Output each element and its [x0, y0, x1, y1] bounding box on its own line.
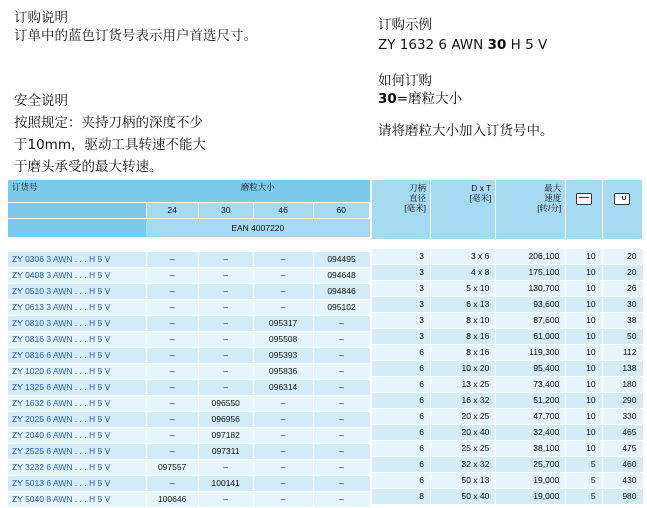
- grit-60-cell: 094495: [313, 252, 369, 268]
- grit-60-cell: –: [313, 332, 369, 348]
- table-row: [8, 428, 370, 444]
- pack-qty-cell: 10: [566, 265, 602, 281]
- grit-24-cell: –: [146, 444, 198, 460]
- grit-30-cell: 097311: [198, 444, 253, 460]
- grit-30-cell: 100141: [198, 476, 253, 492]
- order-number-cell: ZY 1632 6 AWN . . . H 5 V: [8, 396, 146, 412]
- grit-24-cell: –: [146, 300, 198, 316]
- max-speed-cell: 93,600: [496, 297, 566, 313]
- shank-diameter-cell: 6: [372, 457, 431, 473]
- grit-46-cell: –: [253, 460, 313, 476]
- grit-60-cell: –: [313, 316, 369, 332]
- grit-24-cell: 097557: [146, 460, 198, 476]
- max-speed-cell: 19,000: [496, 489, 566, 505]
- grit-30-cell: 096956: [198, 412, 253, 428]
- shank-diameter-cell: 6: [372, 409, 431, 425]
- pack-qty-cell: 10: [566, 377, 602, 393]
- table-row: [372, 249, 643, 265]
- order-note: [14, 9, 257, 45]
- grit-46-cell: 095393: [253, 348, 313, 364]
- pack-qty-cell: 10: [566, 297, 602, 313]
- pack-weight-cell: 20: [602, 249, 642, 265]
- order-number-cell: ZY 0306 3 AWN . . . H 5 V: [8, 252, 146, 268]
- grit-60-cell: –: [313, 492, 369, 508]
- grit-46-cell: 095508: [253, 332, 313, 348]
- table-row: [372, 313, 643, 329]
- grit-24-cell: –: [146, 396, 198, 412]
- grit-60-cell: –: [313, 444, 369, 460]
- shank-diameter-cell: 6: [372, 441, 431, 457]
- order-number-cell: ZY 0510 3 AWN . . . H 5 V: [8, 284, 146, 300]
- order-number-cell: ZY 5013 6 AWN . . . H 5 V: [8, 476, 146, 492]
- grit-46-cell: –: [253, 268, 313, 284]
- dimension-cell: 50 x 13: [431, 473, 496, 489]
- shank-diameter-cell: 6: [372, 345, 431, 361]
- max-speed-cell: 47,700: [496, 409, 566, 425]
- pack-weight-cell: 50: [602, 329, 642, 345]
- shank-diameter-cell: 6: [372, 393, 431, 409]
- grit-30-cell: –: [198, 300, 253, 316]
- pack-weight-cell: 26: [602, 281, 642, 297]
- dimension-cell: 8 x 16: [431, 329, 496, 345]
- order-note-title: 订购说明: [14, 10, 68, 26]
- how-to-order: [378, 72, 554, 140]
- order-number-cell: ZY 1020 6 AWN . . . H 5 V: [8, 364, 146, 380]
- max-speed-cell: 19,000: [496, 473, 566, 489]
- pack-qty-cell: 10: [566, 409, 602, 425]
- pack-qty-cell: 10: [566, 425, 602, 441]
- pack-weight-cell: 980: [602, 489, 642, 505]
- shank-diameter-cell: 3: [372, 297, 431, 313]
- grit-30-cell: –: [198, 332, 253, 348]
- grit-60-cell: 095102: [313, 300, 369, 316]
- pack-weight-cell: 430: [602, 473, 642, 489]
- safety-note-title: 安全说明: [14, 93, 68, 109]
- dimension-cell: 32 x 32: [431, 457, 496, 473]
- ean-header: EAN 4007220: [146, 219, 369, 238]
- max-speed-cell: 95,400: [496, 361, 566, 377]
- max-speed-cell: 73,400: [496, 377, 566, 393]
- grit-30-cell: –: [198, 348, 253, 364]
- pack-weight-cell: 138: [602, 361, 642, 377]
- grit-30-cell: –: [198, 460, 253, 476]
- dimension-cell: 13 x 25: [431, 377, 496, 393]
- max-speed-cell: 87,600: [496, 313, 566, 329]
- grit-60-cell: –: [313, 348, 369, 364]
- grit-30-cell: 097182: [198, 428, 253, 444]
- pack-qty-cell: 10: [566, 249, 602, 265]
- table-row: [372, 329, 643, 345]
- package-weight-icon: [614, 193, 630, 205]
- order-number-cell: ZY 0408 3 AWN . . . H 5 V: [8, 268, 146, 284]
- col-grit-header: 磨粒大小: [146, 180, 369, 203]
- table-row: [8, 396, 370, 412]
- table-row: [8, 284, 370, 300]
- shank-diameter-cell: 6: [372, 473, 431, 489]
- dimension-cell: 6 x 13: [431, 297, 496, 313]
- table-row: [8, 460, 370, 476]
- max-speed-cell: 25,700: [496, 457, 566, 473]
- dimension-cell: 10 x 20: [431, 361, 496, 377]
- grit-46-cell: –: [253, 252, 313, 268]
- pack-qty-cell: 5: [566, 473, 602, 489]
- grit-24-cell: –: [146, 364, 198, 380]
- grit-46-cell: –: [253, 412, 313, 428]
- table-row: [8, 476, 370, 492]
- order-example-grit: 30: [487, 37, 507, 53]
- pack-weight-cell: 30: [602, 297, 642, 313]
- grit-60-cell: –: [313, 396, 369, 412]
- grit-24-cell: –: [146, 380, 198, 396]
- max-speed-cell: 175,100: [496, 265, 566, 281]
- pack-qty-cell: 10: [566, 441, 602, 457]
- shank-diameter-cell: 6: [372, 361, 431, 377]
- grit-60-cell: –: [313, 476, 369, 492]
- order-example-code: ZY 1632 6 AWN 30 H 5 V: [378, 37, 548, 53]
- dimension-cell: 20 x 40: [431, 425, 496, 441]
- max-speed-cell: 32,400: [496, 425, 566, 441]
- table-row: [372, 473, 643, 489]
- grit-30-cell: –: [198, 268, 253, 284]
- grit-46-cell: 095836: [253, 364, 313, 380]
- table-row: [372, 489, 643, 505]
- pack-qty-cell: 10: [566, 345, 602, 361]
- shank-diameter-cell: 3: [372, 281, 431, 297]
- shank-diameter-cell: 3: [372, 265, 431, 281]
- dimension-cell: 16 x 32: [431, 393, 496, 409]
- order-example-title: 订购示例: [378, 17, 432, 33]
- order-number-cell: ZY 0613 3 AWN . . . H 5 V: [8, 300, 146, 316]
- grit-60-cell: –: [313, 460, 369, 476]
- grit-24-cell: 100646: [146, 492, 198, 508]
- safety-note-line: 按照规定：夹持刀柄的深度不少: [14, 115, 203, 131]
- grit-24-cell: –: [146, 332, 198, 348]
- shank-diameter-cell: 3: [372, 329, 431, 345]
- grit-46-cell: –: [253, 492, 313, 508]
- grit-30-cell: 096550: [198, 396, 253, 412]
- table-row: [372, 441, 643, 457]
- table-row: [372, 297, 643, 313]
- grit-60-cell: –: [313, 412, 369, 428]
- safety-note-line: 于10mm，驱动工具转速不能大: [14, 137, 206, 153]
- table-row: [8, 316, 370, 332]
- pack-qty-cell: 10: [566, 393, 602, 409]
- order-number-cell: ZY 0816 3 AWN . . . H 5 V: [8, 332, 146, 348]
- order-number-cell: ZY 2525 6 AWN . . . H 5 V: [8, 444, 146, 460]
- max-speed-cell: 38,100: [496, 441, 566, 457]
- max-speed-cell: 119,300: [496, 345, 566, 361]
- col-speed-header: 最大 速度 [转/分]: [496, 180, 566, 240]
- pack-weight-cell: 465: [602, 425, 642, 441]
- grit-24-cell: –: [146, 412, 198, 428]
- pack-weight-cell: 112: [602, 345, 642, 361]
- grit-24-cell: –: [146, 284, 198, 300]
- grit-24-cell: –: [146, 428, 198, 444]
- table-row: [372, 281, 643, 297]
- table-row: [8, 412, 370, 428]
- grit-46-cell: –: [253, 300, 313, 316]
- grit-24-cell: –: [146, 252, 198, 268]
- grit-60-cell: 094846: [313, 284, 369, 300]
- dimension-cell: 8 x 16: [431, 345, 496, 361]
- order-note-text: 订单中的蓝色订货号表示用户首选尺寸。: [14, 28, 257, 44]
- safety-note-line: 于磨头承受的最大转速。: [14, 159, 163, 175]
- order-number-cell: ZY 0810 3 AWN . . . H 5 V: [8, 316, 146, 332]
- pack-qty-cell: 10: [566, 361, 602, 377]
- grit-60-cell: 094648: [313, 268, 369, 284]
- pack-qty-cell: 10: [566, 281, 602, 297]
- how-to-order-instruction: 请将磨粒大小加入订货号中。: [378, 123, 554, 139]
- pack-qty-cell: 10: [566, 313, 602, 329]
- grit-46-cell: –: [253, 476, 313, 492]
- how-to-order-desc: 30=磨粒大小: [378, 91, 463, 107]
- order-number-table: [8, 180, 370, 508]
- col-shank-header: 刀柄 直径 [毫米]: [372, 180, 431, 240]
- table-row: [372, 265, 643, 281]
- safety-note: [14, 90, 206, 178]
- dimension-cell: 50 x 40: [431, 489, 496, 505]
- shank-diameter-cell: 8: [372, 489, 431, 505]
- grit-60-cell: –: [313, 428, 369, 444]
- grit-46-header: 46: [253, 203, 313, 219]
- grit-24-cell: –: [146, 268, 198, 284]
- pack-weight-cell: 20: [602, 265, 642, 281]
- dimension-cell: 3 x 6: [431, 249, 496, 265]
- grit-46-cell: –: [253, 428, 313, 444]
- max-speed-cell: 61,000: [496, 329, 566, 345]
- order-number-cell: ZY 3232 6 AWN . . . H 5 V: [8, 460, 146, 476]
- pack-weight-cell: 180: [602, 377, 642, 393]
- grit-46-cell: 096314: [253, 380, 313, 396]
- grit-46-cell: –: [253, 444, 313, 460]
- shank-diameter-cell: 3: [372, 313, 431, 329]
- grit-46-cell: –: [253, 396, 313, 412]
- grit-30-cell: –: [198, 492, 253, 508]
- shank-diameter-cell: 6: [372, 377, 431, 393]
- grit-60-header: 60: [313, 203, 369, 219]
- table-row: [8, 444, 370, 460]
- grit-30-cell: –: [198, 364, 253, 380]
- col-pack-weight-header: [602, 180, 642, 240]
- grit-24-cell: –: [146, 476, 198, 492]
- table-row: [372, 457, 643, 473]
- table-row: [372, 393, 643, 409]
- table-row: [8, 492, 370, 508]
- table-row: [372, 361, 643, 377]
- table-row: [372, 409, 643, 425]
- table-row: [372, 425, 643, 441]
- table-row: [8, 252, 370, 268]
- order-number-cell: ZY 2025 6 AWN . . . H 5 V: [8, 412, 146, 428]
- pack-weight-cell: 460: [602, 457, 642, 473]
- table-row: [8, 364, 370, 380]
- table-row: [8, 348, 370, 364]
- pack-qty-cell: 5: [566, 489, 602, 505]
- order-number-cell: ZY 5040 8 AWN . . . H 5 V: [8, 492, 146, 508]
- col-dxt-header: D x T [毫米]: [431, 180, 496, 240]
- order-example: [378, 16, 547, 54]
- pack-weight-cell: 290: [602, 393, 642, 409]
- col-pack-header: [566, 180, 602, 240]
- grit-46-cell: 095317: [253, 316, 313, 332]
- max-speed-cell: 51,200: [496, 393, 566, 409]
- dimension-cell: 4 x 8: [431, 265, 496, 281]
- grit-46-cell: –: [253, 284, 313, 300]
- grit-30-cell: –: [198, 284, 253, 300]
- grit-30-cell: –: [198, 316, 253, 332]
- grit-30-cell: –: [198, 380, 253, 396]
- shank-diameter-cell: 3: [372, 249, 431, 265]
- spec-table: [371, 180, 643, 505]
- table-row: [372, 377, 643, 393]
- package-icon: [576, 193, 592, 205]
- order-number-cell: ZY 1325 6 AWN . . . H 5 V: [8, 380, 146, 396]
- table-row: [8, 268, 370, 284]
- table-row: [8, 332, 370, 348]
- grit-30-cell: –: [198, 252, 253, 268]
- dimension-cell: 20 x 25: [431, 409, 496, 425]
- order-number-cell: ZY 2040 6 AWN . . . H 5 V: [8, 428, 146, 444]
- col-order-header: 订货号: [8, 180, 146, 203]
- table-row: [372, 345, 643, 361]
- pack-weight-cell: 38: [602, 313, 642, 329]
- pack-weight-cell: 475: [602, 441, 642, 457]
- grit-24-cell: –: [146, 316, 198, 332]
- pack-weight-cell: 330: [602, 409, 642, 425]
- dimension-cell: 5 x 10: [431, 281, 496, 297]
- pack-qty-cell: 10: [566, 329, 602, 345]
- dimension-cell: 8 x 10: [431, 313, 496, 329]
- max-speed-cell: 206,100: [496, 249, 566, 265]
- shank-diameter-cell: 6: [372, 425, 431, 441]
- max-speed-cell: 130,700: [496, 281, 566, 297]
- pack-qty-cell: 5: [566, 457, 602, 473]
- grit-30-header: 30: [198, 203, 253, 219]
- grit-24-cell: –: [146, 348, 198, 364]
- order-number-cell: ZY 0816 6 AWN . . . H 5 V: [8, 348, 146, 364]
- table-row: [8, 300, 370, 316]
- how-to-order-title: 如何订购: [378, 73, 432, 89]
- grit-60-cell: –: [313, 380, 369, 396]
- grit-60-cell: –: [313, 364, 369, 380]
- grit-24-header: 24: [146, 203, 198, 219]
- dimension-cell: 25 x 25: [431, 441, 496, 457]
- table-row: [8, 380, 370, 396]
